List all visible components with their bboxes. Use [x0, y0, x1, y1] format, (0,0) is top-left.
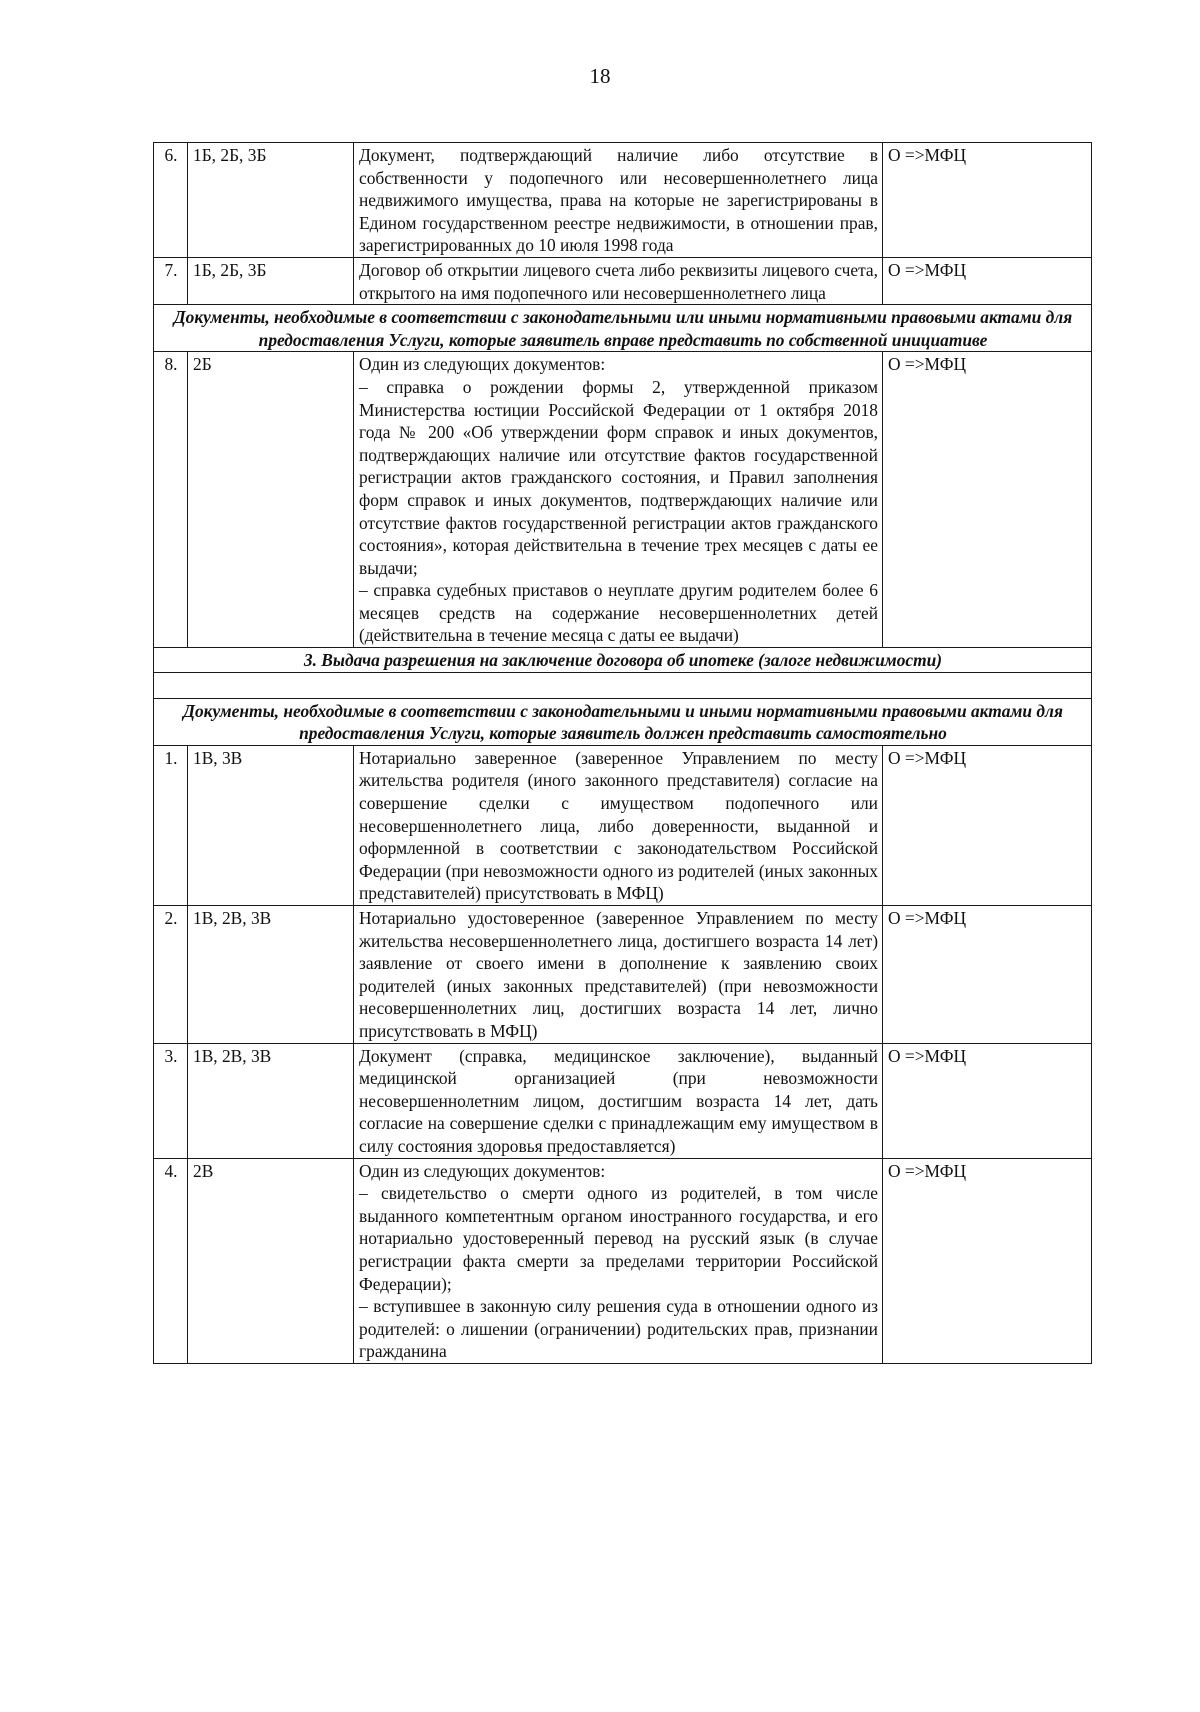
row-submission: О =>МФЦ — [883, 906, 1092, 1044]
description-text: Документ, подтверждающий наличие либо отсутствие в собственности у подопечного или несовершеннолетнего лица недвижимого имущества, права на которые не зарегистрированы в Едином государственном реестре недвижимости, в отношении прав, зарегистрированных до 10 июля 1998 года — [359, 145, 878, 256]
row-number: 1. — [154, 745, 188, 905]
row-number: 7. — [154, 257, 188, 304]
description-text: Нотариально удостоверенное (заверенное Управлением по месту жительства несовершеннолетнего лица, достигшего возраста 14 лет) заявление от своего имени в дополнение к заявлению своих родителей (иных законных представителей) (при невозможности несовершеннолетних лиц, достигших возраста 14 лет, лично присутствовать в МФЦ) — [359, 908, 878, 1041]
description-text: Договор об открытии лицевого счета либо реквизиты лицевого счета, открытого на имя подопечного или несовершеннолетнего лица — [359, 259, 878, 303]
description-bullet: – свидетельство о смерти одного из родителей, в том числе выданного компетентным органом иностранного государства, и его нотариально удостоверенный перевод на русский язык (в случае регистрации факта смерти за пределами территории Российской Федерации); — [359, 1183, 878, 1294]
row-number: 8. — [154, 352, 188, 648]
blank-cell — [154, 672, 1092, 698]
section-header-row — [154, 305, 1092, 352]
row-submission: О =>МФЦ — [883, 745, 1092, 905]
table-row — [154, 906, 1092, 1044]
row-submission: О =>МФЦ — [883, 257, 1092, 304]
row-codes: 1В, 2В, 3В — [188, 906, 354, 1044]
row-codes: 1В, 2В, 3В — [188, 1043, 354, 1158]
blank-row — [154, 672, 1092, 698]
row-submission: О =>МФЦ — [883, 143, 1092, 258]
description-bullet: – вступившее в законную силу решения суда в отношении одного из родителей: о лишении (ограничении) родительских прав, признании гражданина — [359, 1296, 878, 1362]
row-codes: 2В — [188, 1158, 354, 1363]
table-row — [154, 352, 1092, 648]
row-number: 2. — [154, 906, 188, 1044]
row-submission: О =>МФЦ — [883, 1043, 1092, 1158]
section-heading: Документы, необходимые в соответствии с законодательными или иными нормативными правовыми актами для предоставления Услуги, которые заявитель вправе представить по собственной инициативе — [154, 305, 1092, 352]
section-heading: 3. Выдача разрешения на заключение договора об ипотеке (залоге недвижимости) — [154, 648, 1092, 673]
row-codes: 1В, 3В — [188, 745, 354, 905]
table-row — [154, 1043, 1092, 1158]
row-description — [354, 906, 883, 1044]
row-submission: О =>МФЦ — [883, 352, 1092, 648]
row-description — [354, 745, 883, 905]
section-heading: Документы, необходимые в соответствии с законодательными и иными нормативными правовыми актами для предоставления Услуги, которые заявитель должен представить самостоятельно — [154, 698, 1092, 745]
row-number: 6. — [154, 143, 188, 258]
row-description — [354, 1158, 883, 1363]
row-codes: 1Б, 2Б, 3Б — [188, 257, 354, 304]
description-text: Документ (справка, медицинское заключение), выданный медицинской организацией (при невозможности несовершеннолетним лицом, достигшим возраста 14 лет, дать согласие на совершение сделки с принадлежащим ему имуществом в силу состояния здоровья предоставляется) — [359, 1045, 878, 1156]
description-text: Один из следующих документов: — [359, 1160, 606, 1181]
table-row — [154, 1158, 1092, 1363]
documents-table — [153, 142, 1092, 1364]
row-description — [354, 1043, 883, 1158]
description-text: Один из следующих документов: — [359, 354, 606, 375]
row-description — [354, 352, 883, 648]
description-text: Нотариально заверенное (заверенное Управлением по месту жительства родителя (иного законного представителя) согласие на совершение сделки с имуществом подопечного или несовершеннолетнего лица, либо доверенности, выданной и оформленной в соответствии с законодательством Российской Федерации (при невозможности одного из родителей (иных законных представителей) присутствовать в МФЦ) — [359, 747, 878, 904]
row-number: 3. — [154, 1043, 188, 1158]
row-description — [354, 257, 883, 304]
page-number: 18 — [589, 64, 611, 88]
table-row — [154, 745, 1092, 905]
section-header-row — [154, 698, 1092, 745]
description-bullet: – справка о рождении формы 2, утвержденной приказом Министерства юстиции Российской Федерации от 1 октября 2018 года № 200 «Об утверждении форм справок и иных документов, подтверждающих наличие или отсутствие фактов государственной регистрации актов гражданского состояния, и Правил заполнения форм справок и иных документов, подтверждающих наличие или отсутствие фактов государственной регистрации актов гражданского состояния», которая действительна в течение трех месяцев с даты ее выдачи; — [359, 376, 878, 578]
row-description — [354, 143, 883, 258]
table-row — [154, 143, 1092, 258]
description-bullet: – справка судебных приставов о неуплате другим родителем более 6 месяцев средств на содержание несовершеннолетних детей (действительна в течение месяца с даты ее выдачи) — [359, 580, 878, 646]
row-submission: О =>МФЦ — [883, 1158, 1092, 1363]
row-codes: 1Б, 2Б, 3Б — [188, 143, 354, 258]
table-row — [154, 257, 1092, 304]
row-codes: 2Б — [188, 352, 354, 648]
section-header-row — [154, 648, 1092, 673]
row-number: 4. — [154, 1158, 188, 1363]
